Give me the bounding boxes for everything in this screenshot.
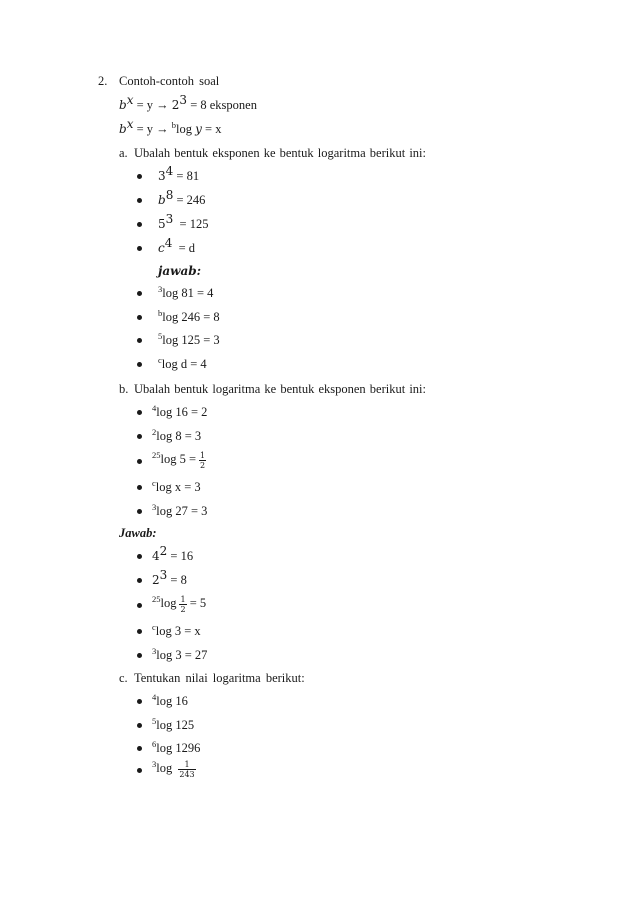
part-a-label: a.	[119, 146, 128, 160]
list-item: $^c$log 3 = x	[152, 622, 201, 638]
fraction: $\frac{1}{2}$	[180, 594, 186, 614]
part-b-label: b.	[119, 382, 129, 396]
bullet-icon	[137, 629, 142, 634]
bullet-icon	[137, 410, 142, 415]
part-b-title: Ubalah bentuk logaritma ke bentuk eksponen berikut ini:	[134, 382, 426, 396]
arrow-icon: →	[156, 98, 169, 112]
list-item: $^4$log 16 = 2	[152, 403, 208, 419]
list-item: $b^8 = 246$	[158, 188, 206, 207]
intro-tail: = x	[205, 122, 222, 136]
bullet-icon	[137, 509, 142, 514]
list-item: $^{25}$log $\frac{1}{2}$ = 5	[152, 594, 207, 614]
list-item: $^3$log 81 = 4	[158, 284, 214, 300]
bullet-icon	[137, 485, 142, 490]
list-item: $^6$log 1296	[152, 739, 201, 755]
math-exp: x	[126, 93, 134, 107]
fraction: $\frac{1}{2}$	[200, 450, 206, 470]
list-item: $^c$log x = 3	[152, 478, 201, 494]
part-c-title: Tentukan nilai logaritma berikut:	[134, 671, 305, 685]
list-item: $^5$log 125	[152, 716, 195, 732]
intro-eq: = y	[136, 98, 154, 112]
fraction: $\frac{1}{243}$	[179, 759, 195, 779]
bullet-icon	[137, 653, 142, 658]
log-base: b	[171, 120, 177, 130]
bullet-icon	[137, 315, 142, 320]
bullet-icon	[137, 578, 142, 583]
intro-tail: = 8 eksponen	[190, 98, 257, 112]
part-c-label: c.	[119, 671, 128, 685]
arrow-icon: →	[156, 122, 169, 136]
list-item: $^3$log $\frac{1}{243}$	[152, 759, 195, 779]
log-word: log	[176, 122, 193, 136]
list-item: $5^3 = 125$	[158, 212, 209, 231]
list-item: $c^4 = d$	[158, 236, 196, 255]
bullet-icon	[137, 434, 142, 439]
answer-label: jawab:	[158, 264, 202, 278]
bullet-icon	[137, 603, 142, 608]
intro-line-2	[119, 117, 222, 137]
bullet-icon	[137, 291, 142, 296]
bullet-icon	[137, 723, 142, 728]
list-item: $^{25}$log 5 = $\frac{1}{2}$	[152, 450, 206, 470]
bullet-icon	[137, 362, 142, 367]
list-item: $4^2 = 16$	[152, 544, 194, 563]
intro-line-1	[119, 93, 257, 113]
bullet-icon	[137, 246, 142, 251]
bullet-icon	[137, 174, 142, 179]
list-item: $2^3 = 8$	[152, 568, 187, 587]
list-item: $^3$log 3 = 27	[152, 646, 208, 662]
list-item: $^2$log 8 = 3	[152, 427, 202, 443]
intro-eq: = y	[136, 122, 154, 136]
section-number: 2.	[98, 74, 108, 88]
list-item: $^c$log d = 4	[158, 355, 207, 371]
bullet-icon	[137, 459, 142, 464]
bullet-icon	[137, 699, 142, 704]
list-item: $3^4 = 81$	[158, 164, 200, 183]
bullet-icon	[137, 222, 142, 227]
list-item: $^3$log 27 = 3	[152, 502, 208, 518]
math-var: y	[195, 122, 202, 136]
bullet-icon	[137, 198, 142, 203]
bullet-icon	[137, 338, 142, 343]
bullet-icon	[137, 554, 142, 559]
math-exp: 3	[179, 93, 188, 107]
list-item: $^5$log 125 = 3	[158, 331, 220, 347]
bullet-icon	[137, 768, 142, 773]
answer-label: Jawab:	[119, 526, 157, 540]
math-base: 2	[171, 98, 180, 112]
bullet-icon	[137, 746, 142, 751]
list-item: $^4$log 16	[152, 692, 188, 708]
math-base: b	[119, 122, 127, 136]
math-base: b	[119, 98, 127, 112]
math-exp: x	[126, 117, 134, 131]
part-a-title: Ubalah bentuk eksponen ke bentuk logaritma berikut ini:	[134, 146, 426, 160]
section-title: Contoh-contoh soal	[119, 74, 220, 88]
list-item: $^b$log 246 = 8	[158, 308, 220, 324]
